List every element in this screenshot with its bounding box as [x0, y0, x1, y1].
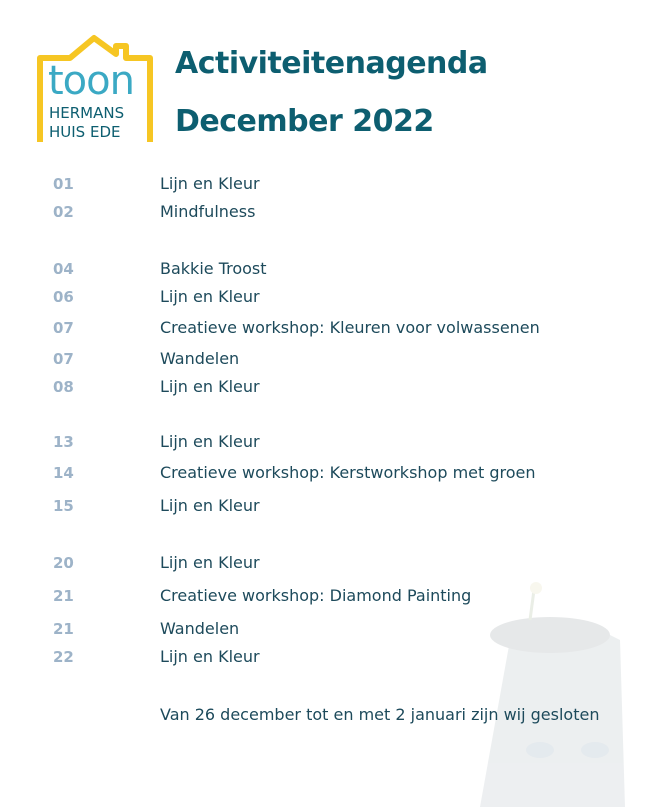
agenda-activity: Lijn en Kleur	[160, 553, 260, 572]
agenda-activity: Creatieve workshop: Diamond Painting	[160, 586, 472, 605]
agenda-activity: Lijn en Kleur	[160, 496, 260, 515]
agenda-activity: Wandelen	[160, 349, 240, 368]
agenda-activity: Lijn en Kleur	[160, 377, 260, 396]
agenda-row	[0, 375, 649, 399]
agenda-row	[0, 347, 649, 371]
agenda-day: 04	[53, 260, 74, 278]
faded-illustration	[430, 580, 630, 807]
agenda-row	[0, 551, 649, 575]
agenda-activity: Lijn en Kleur	[160, 432, 260, 451]
agenda-activity: Wandelen	[160, 619, 240, 638]
agenda-row	[0, 430, 649, 454]
logo-line1: HERMANS	[49, 104, 125, 122]
agenda-day: 01	[53, 175, 74, 193]
agenda-day: 21	[53, 587, 74, 605]
agenda-row	[0, 172, 649, 196]
agenda-row	[0, 316, 649, 340]
agenda-day: 13	[53, 433, 74, 451]
page-title: Activiteitenagenda	[175, 46, 488, 81]
agenda-day: 20	[53, 554, 74, 572]
agenda-day: 14	[53, 464, 74, 482]
agenda-day: 07	[53, 319, 74, 337]
agenda-activity: Creatieve workshop: Kerstworkshop met groen	[160, 463, 536, 482]
agenda-day: 08	[53, 378, 74, 396]
page-subtitle: December 2022	[175, 104, 434, 139]
agenda-activity: Lijn en Kleur	[160, 647, 260, 666]
agenda-day: 06	[53, 288, 74, 306]
agenda-activity: Lijn en Kleur	[160, 174, 260, 193]
agenda-row	[0, 257, 649, 281]
closure-note: Van 26 december tot en met 2 januari zijn wij gesloten	[160, 705, 600, 724]
agenda-day: 02	[53, 203, 74, 221]
agenda-activity: Lijn en Kleur	[160, 287, 260, 306]
logo-line2: HUIS EDE	[49, 123, 121, 141]
logo-brand: toon	[48, 58, 134, 104]
agenda-day: 07	[53, 350, 74, 368]
agenda-row	[0, 494, 649, 518]
agenda-activity: Bakkie Troost	[160, 259, 267, 278]
agenda-row	[0, 461, 649, 485]
agenda-activity: Creatieve workshop: Kleuren voor volwassenen	[160, 318, 540, 337]
agenda-day: 21	[53, 620, 74, 638]
agenda-row	[0, 285, 649, 309]
agenda-day: 15	[53, 497, 74, 515]
agenda-day: 22	[53, 648, 74, 666]
agenda-row	[0, 200, 649, 224]
agenda-activity: Mindfulness	[160, 202, 256, 221]
toon-hermans-huis-logo	[36, 34, 154, 146]
